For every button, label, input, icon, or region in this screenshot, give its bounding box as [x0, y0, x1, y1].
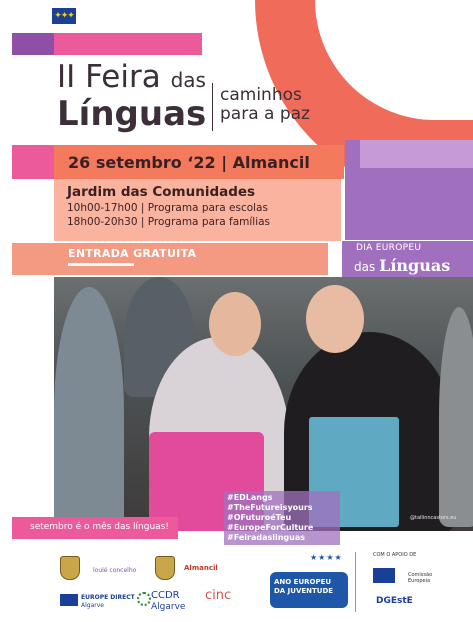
ccdr-icon: [137, 592, 151, 606]
photo-figure-right: [439, 307, 473, 527]
ccdr-logo: CCDR: [151, 590, 180, 601]
venue-box: [54, 179, 341, 241]
decorative-lilac-block: [360, 140, 473, 168]
cinc-logo: cinc: [205, 588, 232, 603]
eu-commission-flag-icon: [373, 568, 395, 583]
event-subtitle: [220, 86, 310, 124]
subtitle-line2: para a paz: [220, 104, 310, 124]
date-banner: [54, 145, 344, 179]
decorative-pink-square: [12, 145, 54, 179]
eu-day-das: das: [354, 260, 376, 274]
title-divider: [212, 83, 213, 131]
eu-day-label: DIA EUROPEU: [356, 243, 422, 253]
title-line1: II Feira: [57, 59, 161, 95]
ccdr-sub: Algarve: [151, 602, 186, 612]
subtitle-line1: caminhos: [220, 85, 302, 105]
free-entry-label: ENTRADA GRATUITA: [68, 247, 197, 260]
event-title: [57, 59, 207, 134]
photo-figure-left: [54, 287, 124, 531]
free-entry-underline: [68, 263, 134, 266]
hashtag: #OFuturoéTeu: [227, 513, 292, 522]
title-das: das: [170, 68, 206, 92]
photo-girl-left-face: [209, 292, 261, 356]
almancil-logo: Almancil: [184, 564, 218, 572]
loule-crest-icon: [60, 556, 80, 580]
hashtag: #EDLangs: [227, 493, 273, 502]
schedule-schools: 10h00-17h00 | Programa para escolas: [67, 202, 268, 214]
hashtag: #Feiradaslinguas: [227, 533, 306, 542]
commission-logo: Comissão Europeia: [408, 572, 433, 584]
eu-flag-icon: ✦✦✦: [52, 8, 76, 24]
venue-name: Jardim das Comunidades: [67, 184, 256, 200]
europe-direct-sub: Algarve: [81, 602, 104, 609]
logo-separator: [355, 552, 356, 612]
photo-credit: @tallinncastors.eu: [410, 515, 457, 521]
european-youth-year-text: ANO EUROPEU DA JUVENTUDE: [274, 578, 334, 595]
eu-stars-icon: ★★★★: [310, 553, 343, 562]
schedule-families: 18h00-20h30 | Programa para famílias: [67, 216, 271, 228]
europe-direct-logo: EUROPE DIRECT: [81, 594, 135, 601]
loule-logo: loulé concelho: [93, 567, 137, 574]
dgeste-logo: DGEstE: [376, 596, 413, 606]
month-text: setembro é o mês das línguas!: [30, 522, 169, 532]
eu-day-linguas: Línguas: [379, 256, 451, 275]
hashtag: #TheFutureisyours: [227, 503, 313, 512]
title-line2: Línguas: [57, 94, 207, 134]
decorative-pink-bar: [54, 33, 202, 55]
support-label: COM O APOIO DE: [373, 552, 417, 558]
hashtag-box: [224, 491, 340, 545]
eu-flag-small-icon: [60, 594, 78, 606]
hashtag: #EuropeForCulture: [227, 523, 314, 532]
event-date: 26 setembro ‘22 | Almancil: [68, 152, 310, 172]
decorative-purple-bar: [12, 33, 54, 55]
almancil-crest-icon: [155, 556, 175, 580]
photo-girl-right-face: [306, 285, 364, 353]
eu-day-languages: [354, 256, 450, 275]
